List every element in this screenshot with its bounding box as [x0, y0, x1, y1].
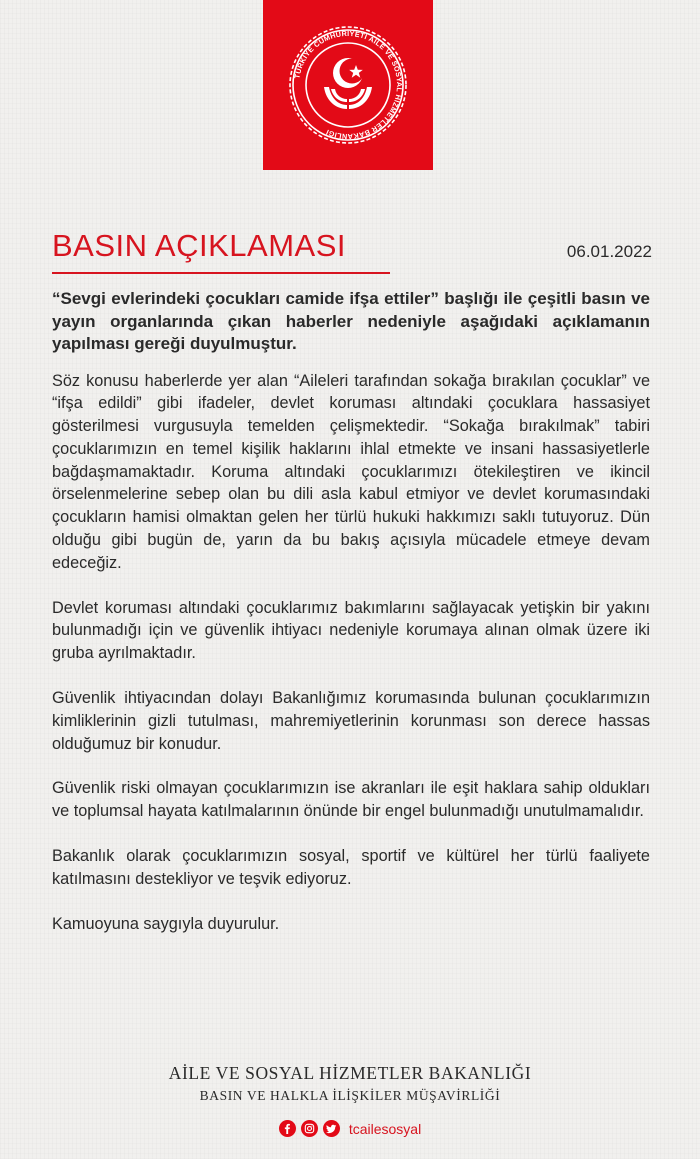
press-release-body [52, 288, 650, 935]
page-title: BASIN AÇIKLAMASI [52, 228, 346, 263]
signature-ministry: AİLE VE SOSYAL HİZMETLER BAKANLIĞI [168, 1063, 532, 1083]
emblem-ring-text: TÜRKİYE CUMHURİYETİ AİLE VE SOSYAL HİZMETLER BAKANLIĞI [292, 28, 405, 142]
title-underline [52, 272, 390, 274]
body-paragraph-2: Devlet koruması altındaki çocuklarımız bakımlarını sağlayacak yetişkin bir yakını bulunmadığı için ve güvenlik ihtiyacı nedeniyle korumaya alınan olmak üzere iki gruba ayrılmaktadır. [52, 598, 650, 663]
body-paragraph-5: Bakanlık olarak çocuklarımızın sosyal, sportif ve kültürel her türlü faaliyete katılmasını destekliyor ve teşvik ediyoruz. [52, 847, 650, 888]
facebook-icon[interactable] [279, 1120, 296, 1137]
body-paragraph-4: Güvenlik riski olmayan çocuklarımızın ise akranları ile eşit haklara sahip oldukları ve toplumsal hayata katılmalarının önünde bir engel bulunmadığı unutulmamalıdır. [52, 779, 650, 821]
release-date: 06.01.2022 [566, 242, 652, 261]
press-release-header [52, 228, 652, 280]
ministry-logo [286, 23, 410, 147]
twitter-icon[interactable] [323, 1120, 340, 1137]
body-paragraph-1: Söz konusu haberlerde yer alan “Aileleri tarafından sokağa bırakılan çocuklar” ve “ifşa edildi” gibi ifadeler, devlet koruması altındaki çocuklara hassasiyet gösterilmesi vurgusuyla temelden çelişmektedir. “Sokağa bırakılmak” tabiri çocuklarımızın en temel kişilik haklarını ihlal etmekte ve insani hassasiyetlerle bağdaşmamaktadır. Koruma altındaki çocuklarımızı ötekileştiren ve ikincil örselenmelerine sebep olan bu dili asla kabul etmiyor ve devlet korumasındaki çocukların hamisi olmaktan gelen her türlü hukuki hakkımızı saklı tutuyoruz. Dün olduğu gibi bugün de, yarın da bu bakış açısıyla mücadele etmeye devam edeceğiz. [52, 371, 650, 572]
closing-line: Kamuoyuna saygıyla duyurulur. [52, 914, 280, 933]
social-handle[interactable]: tcailesosyal [348, 1120, 422, 1137]
signature-department: BASIN VE HALKLA İLİŞKİLER MÜŞAVİRLİĞİ [199, 1088, 501, 1103]
instagram-icon[interactable] [301, 1120, 318, 1137]
lead-paragraph: “Sevgi evlerindeki çocukları camide ifşa ettiler” başlığı ile çeşitli basın ve yayın organlarında çıkan haberler nedeniyle aşağıdaki açıklamanın yapılması gereği duyulmuştur. [52, 289, 650, 353]
social-links [0, 1120, 700, 1137]
ministry-emblem [263, 0, 433, 170]
body-paragraph-3: Güvenlik ihtiyacından dolayı Bakanlığımız korumasında bulunan çocuklarımızın kimliklerinin gizli tutulması, mahremiyetlerinin korunması son derece hassas olduğumuz bir konudur. [52, 689, 650, 753]
